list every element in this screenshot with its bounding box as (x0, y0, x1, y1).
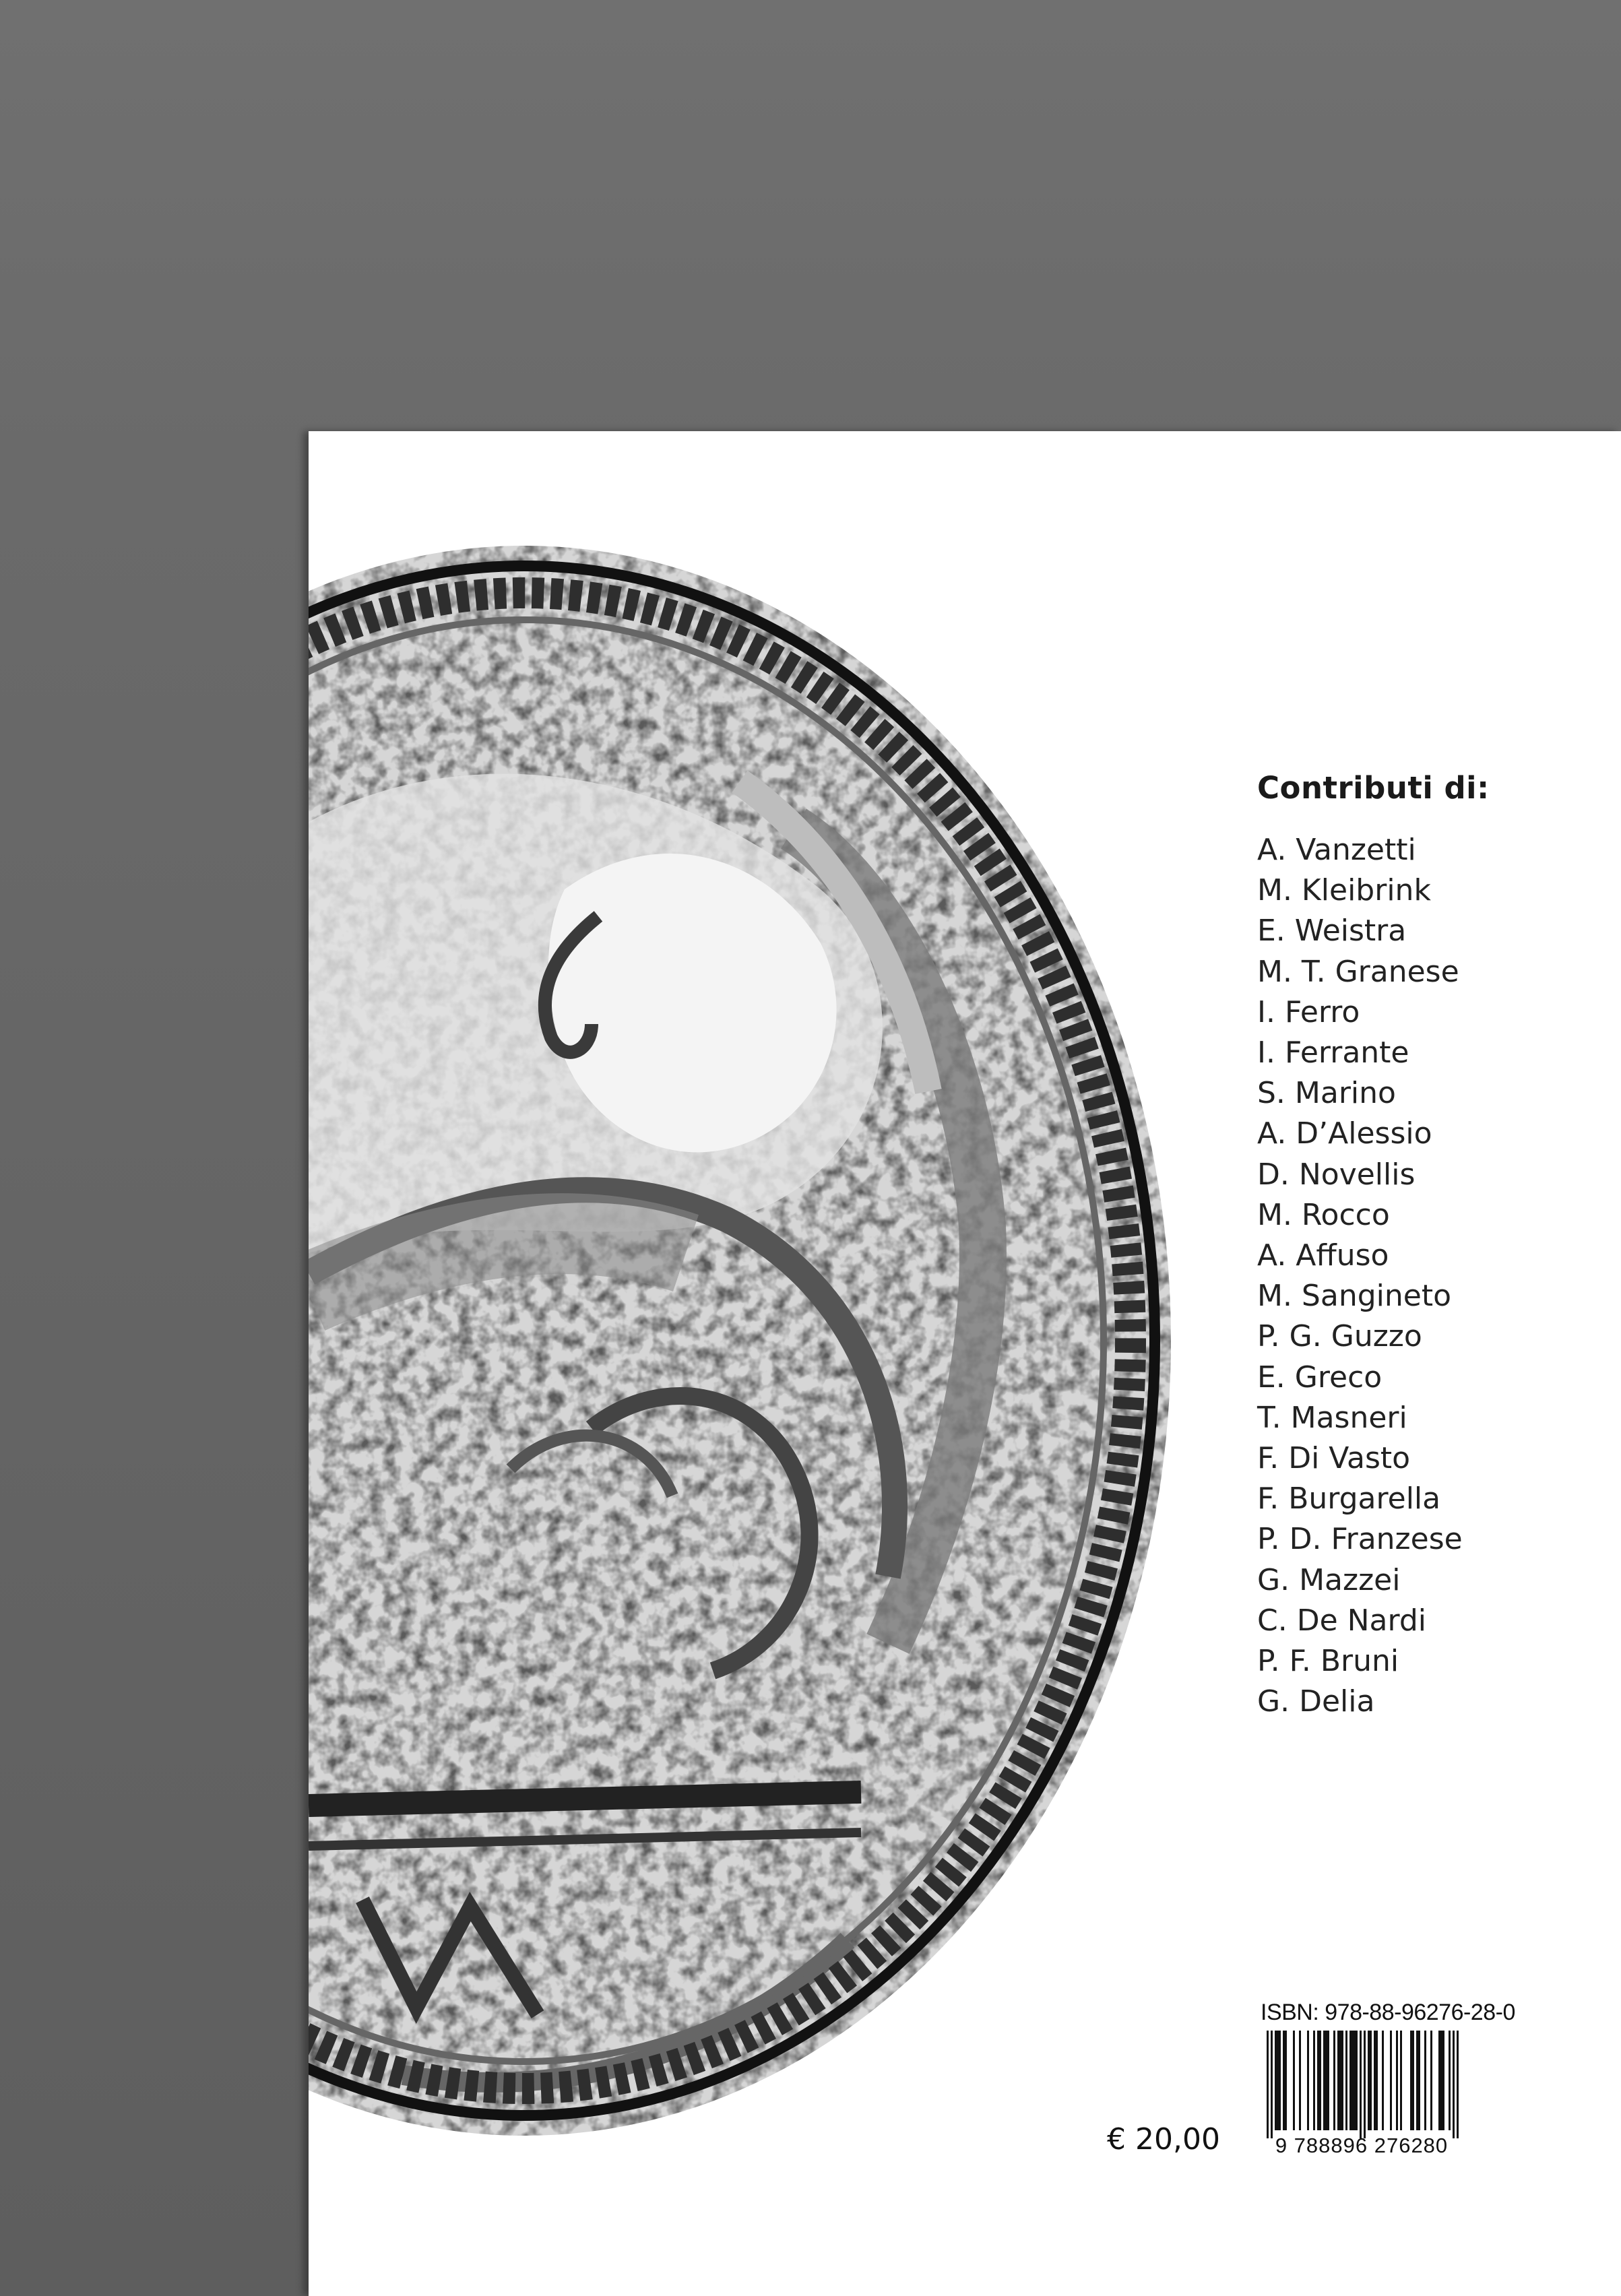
barcode-bar (1293, 2031, 1295, 2130)
barcode-bar (1319, 2031, 1321, 2130)
barcode-bar (1453, 2031, 1455, 2138)
barcode-bar (1333, 2031, 1335, 2130)
contributors-list (1257, 830, 1594, 1722)
contributor-name: E. Weistra (1257, 914, 1407, 949)
barcode-bar (1345, 2031, 1347, 2130)
isbn-barcode (1246, 2031, 1477, 2156)
barcode-bar (1370, 2031, 1372, 2130)
contributor-name: T. Masneri (1257, 1400, 1407, 1435)
contributor-name: A. D’Alessio (1257, 1116, 1432, 1151)
barcode-bar (1418, 2031, 1420, 2130)
book-back-cover (309, 431, 1621, 2296)
contributor-name: I. Ferro (1257, 994, 1360, 1029)
barcode-bar (1267, 2031, 1269, 2138)
barcode-bar (1271, 2031, 1273, 2138)
contributor-name: E. Greco (1257, 1360, 1382, 1395)
barcode-bar (1313, 2031, 1315, 2130)
contributor-name: P. G. Guzzo (1257, 1319, 1422, 1354)
barcode-bar (1356, 2031, 1358, 2130)
barcode-bar (1307, 2031, 1309, 2130)
barcode-bar (1352, 2031, 1354, 2130)
barcode-bar (1323, 2031, 1325, 2130)
barcode-bar (1354, 2031, 1356, 2130)
barcode-bar (1327, 2031, 1329, 2130)
barcode-bar (1416, 2031, 1418, 2130)
contributor-name: M. Kleibrink (1257, 873, 1431, 908)
contributor-name: F. Di Vasto (1257, 1441, 1411, 1476)
contributor-name: A. Vanzetti (1257, 833, 1416, 867)
contributor-name: D. Novellis (1257, 1157, 1416, 1192)
contributor-name: S. Marino (1257, 1076, 1396, 1111)
barcode-bar (1442, 2031, 1444, 2130)
barcode-bar (1390, 2031, 1392, 2130)
barcode-bar (1279, 2031, 1281, 2130)
contributor-name: M. T. Granese (1257, 954, 1459, 989)
barcode-bar (1283, 2031, 1285, 2130)
barcode-bar (1374, 2031, 1376, 2130)
contributors-heading: Contributi di: (1257, 770, 1490, 806)
barcode-bar (1440, 2031, 1442, 2130)
barcode-bar (1360, 2031, 1362, 2138)
contributor-name: C. De Nardi (1257, 1603, 1426, 1638)
contributor-name: P. D. Franzese (1257, 1522, 1463, 1557)
price: € 20,00 (1107, 2122, 1220, 2157)
barcode-bar (1337, 2031, 1339, 2130)
contributor-name: P. F. Bruni (1257, 1644, 1399, 1679)
coin-illustration (309, 539, 1198, 2142)
barcode-bar (1382, 2031, 1384, 2130)
barcode-bar (1457, 2031, 1459, 2138)
barcode-bar (1325, 2031, 1327, 2130)
contributor-name: F. Burgarella (1257, 1481, 1441, 1517)
barcode-bar (1424, 2031, 1426, 2130)
contributor-name: A. Affuso (1257, 1238, 1389, 1273)
barcode-bar (1349, 2031, 1352, 2130)
contributors-block (1257, 770, 1594, 1722)
barcode-bar (1376, 2031, 1378, 2130)
barcode-bar (1412, 2031, 1414, 2130)
barcode-digits: 9 788896 276280 (1275, 2134, 1449, 2156)
contributor-name: I. Ferrante (1257, 1035, 1409, 1071)
barcode-bar (1341, 2031, 1343, 2130)
contributor-name: G. Mazzei (1257, 1562, 1401, 1597)
barcode-bar (1299, 2031, 1301, 2130)
barcode-bar (1438, 2031, 1440, 2130)
barcode-bar (1317, 2031, 1319, 2130)
barcode-bar (1339, 2031, 1341, 2130)
barcode-bar (1410, 2031, 1412, 2130)
barcode-bar (1368, 2031, 1370, 2130)
barcode-bar (1277, 2031, 1279, 2130)
contributor-name: M. Sangineto (1257, 1279, 1451, 1314)
barcode-bar (1275, 2031, 1277, 2130)
barcode-bars (1267, 2031, 1459, 2138)
barcode-bar (1400, 2031, 1402, 2130)
barcode-bar (1364, 2031, 1366, 2138)
barcode-bar (1449, 2031, 1451, 2130)
contributor-name: G. Delia (1257, 1684, 1375, 1719)
isbn-label: ISBN: 978-88-96276-28-0 (1261, 2000, 1515, 2025)
contributor-name: M. Rocco (1257, 1197, 1390, 1232)
barcode-bar (1285, 2031, 1287, 2130)
barcode-bar (1396, 2031, 1398, 2130)
barcode-bar (1430, 2031, 1432, 2130)
